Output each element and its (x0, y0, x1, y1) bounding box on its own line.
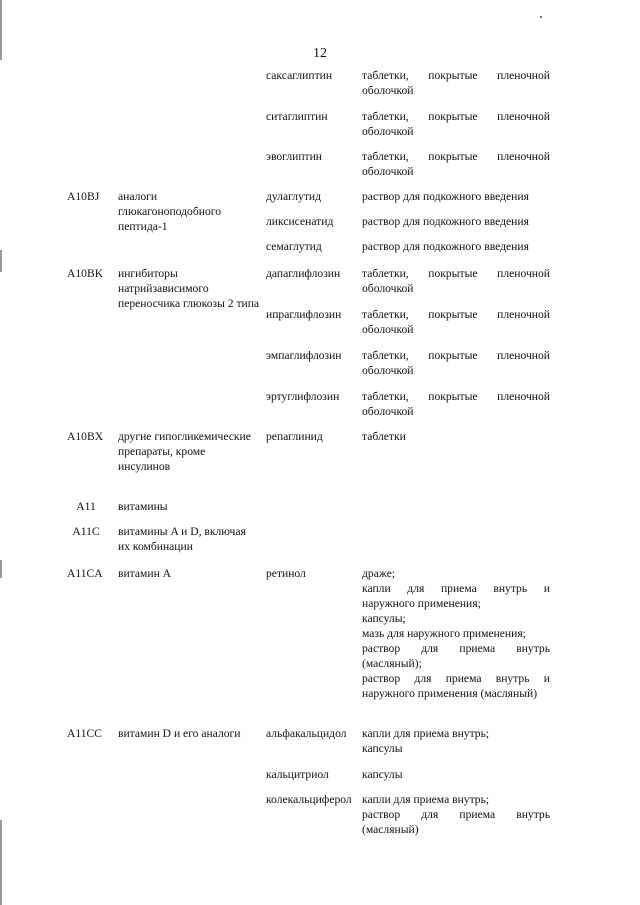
drug-name: эвоглиптин (266, 150, 323, 163)
scan-edge-mark (0, 0, 2, 60)
dosage-form: раствор для подкожного введения (362, 190, 529, 203)
scan-edge-mark (0, 250, 2, 272)
drug-name: дулаглутид (266, 190, 322, 203)
dosage-form: раствор для подкожного введения (362, 240, 529, 253)
dosage-form: таблетки, покрытые пленочной оболочкой (362, 150, 550, 178)
atc-code: A11C (72, 525, 100, 538)
dosage-form: таблетки, покрытые пленочной оболочкой (362, 267, 550, 295)
atc-group: другие гипогликемические препараты, кроме инсулинов (118, 430, 251, 473)
scan-edge-mark (0, 820, 2, 905)
atc-code: A10BK (67, 267, 104, 280)
atc-group: витамины A и D, включая их комбинации (118, 525, 246, 553)
atc-group: витамины (118, 500, 168, 513)
drug-name: альфакальцидол (266, 727, 347, 740)
atc-code: A11CA (67, 567, 103, 580)
atc-group: витамин A (118, 567, 172, 580)
dosage-form: драже; капли для приема внутрь и наружного применения; капсулы; мазь для наружного применения; раствор для приема внутрь (масляный); раствор для приема внутрь и наружного применения (масляный) (362, 567, 550, 700)
dosage-form: капсулы (362, 768, 403, 781)
drug-name: кальцитриол (266, 768, 329, 781)
dosage-form: таблетки, покрытые пленочной оболочкой (362, 349, 550, 377)
atc-code: A10BX (67, 430, 104, 443)
atc-code: A11CC (67, 727, 103, 740)
atc-group: витамин D и его аналоги (118, 727, 241, 740)
dosage-form: раствор для подкожного введения (362, 215, 529, 228)
drug-name: ипраглифлозин (266, 308, 342, 321)
drug-name: дапаглифлозин (266, 267, 341, 280)
dosage-form: таблетки, покрытые пленочной оболочкой (362, 69, 550, 97)
dosage-form: таблетки, покрытые пленочной оболочкой (362, 390, 550, 418)
drug-name: ретинол (266, 567, 306, 580)
scan-speck (540, 16, 542, 18)
drug-name: ситаглиптин (266, 110, 328, 123)
atc-code: A10BJ (67, 190, 100, 203)
drug-name: колекальциферол (266, 793, 352, 806)
page-number: 12 (313, 46, 327, 61)
drug-name: эмпаглифлозин (266, 349, 342, 362)
scan-edge-mark (0, 560, 2, 578)
drug-name: ликсисенатид (266, 215, 334, 228)
dosage-form: таблетки, покрытые пленочной оболочкой (362, 110, 550, 138)
drug-name: саксаглиптин (266, 69, 333, 82)
dosage-form: капли для приема внутрь; раствор для приема внутрь (масляный) (362, 793, 550, 836)
drug-name: репаглинид (266, 430, 323, 443)
dosage-form: таблетки, покрытые пленочной оболочкой (362, 308, 550, 336)
dosage-form: капли для приема внутрь; капсулы (362, 727, 490, 755)
atc-group: ингибиторы натрийзависимого переносчика глюкозы 2 типа (118, 267, 260, 310)
dosage-form: таблетки (362, 430, 406, 443)
atc-code: A11 (76, 500, 96, 513)
drug-name: эртуглифлозин (266, 390, 340, 403)
drug-name: семаглутид (266, 240, 322, 253)
atc-group: аналоги глюкагоноподобного пептида-1 (118, 190, 222, 233)
